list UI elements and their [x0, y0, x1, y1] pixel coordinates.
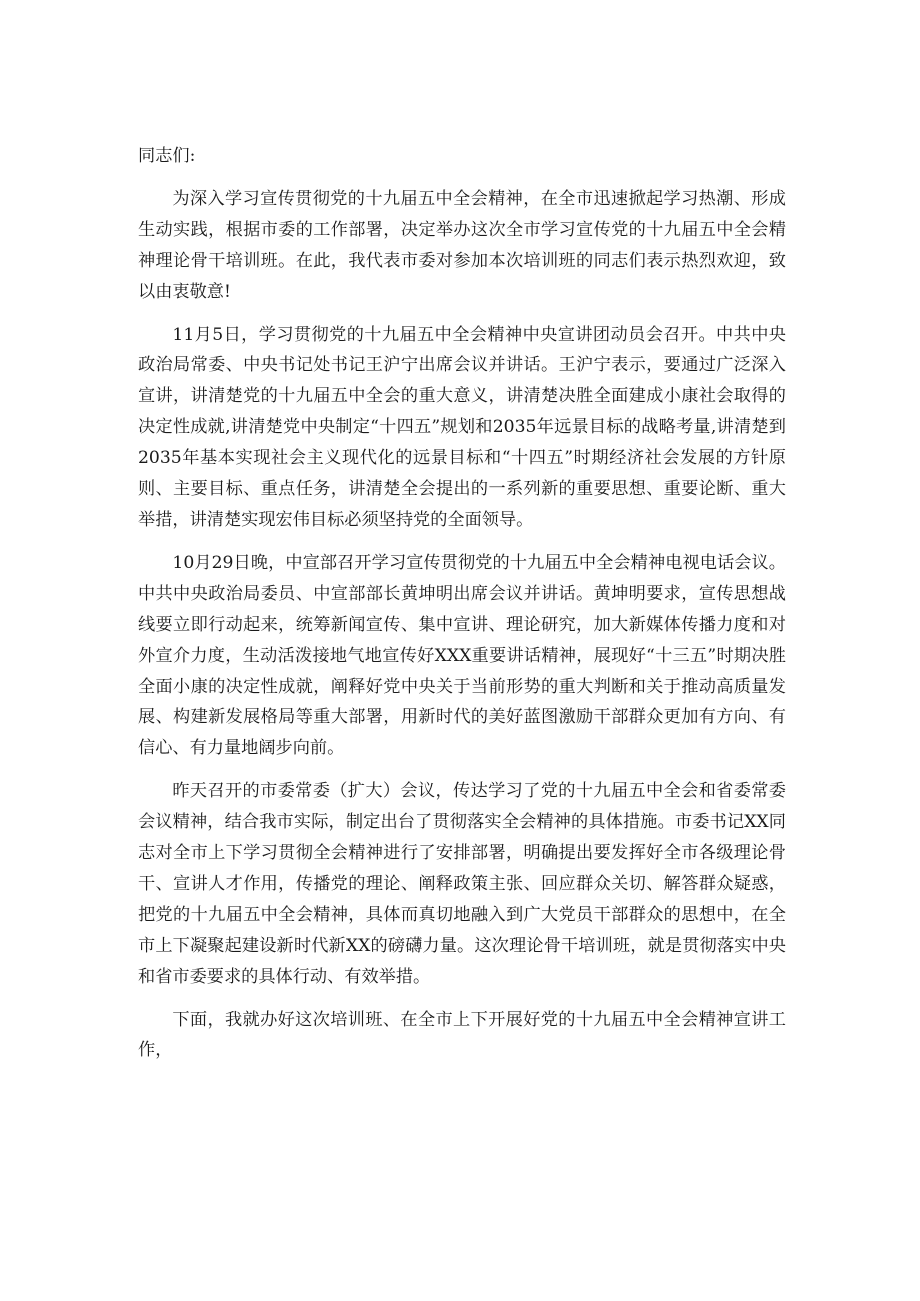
- paragraph-welcome: 为深入学习宣传贯彻党的十九届五中全会精神，在全市迅速掀起学习热潮、形成生动实践，根据市委的工作部署，决定举办这次全市学习宣传党的十九届五中全会精神理论骨干培训班。在此，我代表市委对参加本次培训班的同志们表示热烈欢迎，致以由衷敬意!: [138, 188, 786, 302]
- paragraph-city-committee: 昨天召开的市委常委（扩大）会议，传达学习了党的十九届五中全会和省委常委会议精神，结合我市实际，制定出台了贯彻落实全会精神的具体措施。市委书记XX同志对全市上下学习贯彻全会精神进行了安排部署，明确提出要发挥好全市各级理论骨干、宣讲人才作用，传播党的理论、阐释政策主张、回应群众关切、解答群众疑惑，把党的十九届五中全会精神，具体而真切地融入到广大党员干部群众的思想中，在全市上下凝聚起建设新时代新XX的磅礴力量。这次理论骨干培训班，就是贯彻落实中央和省市委要求的具体行动、有效举措。: [138, 781, 786, 987]
- document-body: [138, 141, 786, 1078]
- salutation: 同志们:: [138, 146, 196, 166]
- paragraph-closing: 下面，我就办好这次培训班、在全市上下开展好党的十九届五中全会精神宣讲工作，: [138, 1009, 786, 1061]
- paragraph-nov5-meeting: 11月5日，学习贯彻党的十九届五中全会精神中央宣讲团动员会召开。中共中央政治局常委、中央书记处书记王沪宁出席会议并讲话。王沪宁表示，要通过广泛深入宣讲，讲清楚党的十九届五中全会的重大意义，讲清楚决胜全面建成小康社会取得的决定性成就,讲清楚党中央制定“十四五”规划和2035年远景目标的战略考量,讲清楚到2035年基本实现社会主义现代化的远景目标和“十四五”时期经济社会发展的方针原则、主要目标、重点任务，讲清楚全会提出的一系列新的重要思想、重要论断、重大举措，讲清楚实现宏伟目标必须坚持党的全面领导。: [138, 324, 786, 530]
- paragraph-oct29-meeting: 10月29日晚，中宣部召开学习宣传贯彻党的十九届五中全会精神电视电话会议。中共中央政治局委员、中宣部部长黄坤明出席会议并讲话。黄坤明要求，宣传思想战线要立即行动起来，统筹新闻宣传、集中宣讲、理论研究，加大新媒体传播力度和对外宣介力度，生动活泼接地气地宣传好XXX重要讲话精神，展现好“十三五”时期决胜全面小康的决定性成就，阐释好党中央关于当前形势的重大判断和关于推动高质量发展、构建新发展格局等重大部署，用新时代的美好蓝图激励干部群众更加有方向、有信心、有力量地阔步向前。: [138, 552, 786, 759]
